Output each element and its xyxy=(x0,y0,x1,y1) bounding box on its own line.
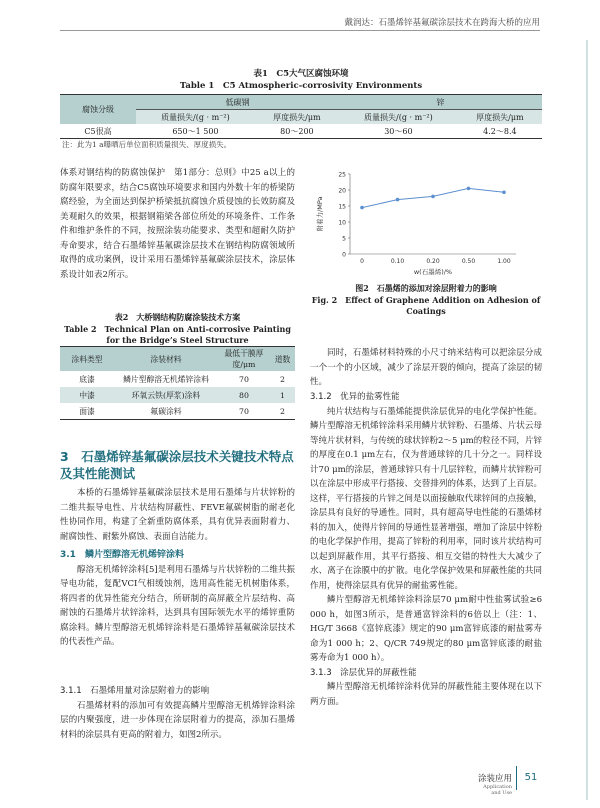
table1-caption-cn: 表1 C5大气区腐蚀环境 xyxy=(253,69,349,79)
y-axis-label: 附着力/MPa xyxy=(316,196,324,232)
table2-caption xyxy=(60,312,295,347)
table1-cell: 650～1 500 xyxy=(136,124,255,139)
left-paragraph-2 xyxy=(60,486,295,544)
x-tick-label: 0.10 xyxy=(390,258,405,265)
paragraph-text: 醇溶无机烯锌涂料[5]是利用石墨烯与片状锌粉的二维共振导电功能，复配VCI气相缓蚀剂，选用高性能无机树脂体系，将四者的优异性能充分结合，所研制的高屏蔽全片层结构、高耐蚀的石墨烯片状锌涂料，达到具有国际领先水平的烯锌重防腐涂料。鳞片型醇溶无机烯锌涂料是石墨烯锌基氟碳涂层技术的代表性产品。 xyxy=(60,564,295,647)
section-3-1-1-heading: 3.1.1 石墨烯用量对涂层附着力的影响 xyxy=(60,686,210,696)
table2-header: 道数 xyxy=(270,347,295,372)
data-point xyxy=(431,195,435,199)
data-point xyxy=(467,187,471,191)
journal-name xyxy=(474,772,512,796)
table2-caption-cn: 表2 大桥钢结构防腐涂装技术方案 xyxy=(114,312,241,322)
paragraph-text: 鳞片型醇溶无机烯锌涂料涂层70 μm耐中性盐雾试验≥6 000 h，如图3所示，是普通富锌涂料的6倍以上（注：1、HG/T 3668《富锌底漆》规定的90 μm富锌底漆的耐盐雾寿命为1 000 h；2、Q/CR 749规定的80 μm富锌底漆的耐盐雾寿命为1 000 h）。 xyxy=(310,595,542,663)
figure2-caption-en: Fig. 2 Effect of Graphene Addition on Adhesion of Coatings xyxy=(311,294,541,316)
journal-name-cn: 涂装应用 xyxy=(477,774,512,784)
table2-cell: 80 xyxy=(218,387,270,403)
table2-cell: 1 xyxy=(270,387,295,403)
table1-cell: C5很高 xyxy=(60,124,136,139)
data-point xyxy=(396,198,400,202)
table2-cell: 70 xyxy=(239,374,249,384)
table2 xyxy=(60,346,295,420)
section-3-1-2 xyxy=(310,390,542,709)
table-row xyxy=(60,124,542,139)
paragraph-text: 体系对钢结构的防腐蚀保护 第1部分：总则》中25 a以上的防腐年限要求，结合C5腐蚀环境要求和国内外数十年的桥梁防腐经验，为全面达到保护桥梁抵抗腐蚀介质侵蚀的长效防腐及美观耐久的效果，根据钢箱梁各部位所处的环境条件、工作条件和维护条件的不同，按照涂装功能要求、类型和超耐久防护寿命要求，结合石墨烯锌基氟碳涂层技术在钢结构防腐领域所取得的成功案例，设计采用石墨烯锌基氟碳涂层技术，涂层体系设计如表2所示。 xyxy=(60,168,295,280)
paragraph-text: 同时，石墨烯材料特殊的小尺寸纳米结构可以把涂层分成一个一个的小区域，减少了涂层开裂的倾向，提高了涂层的韧性。 xyxy=(310,348,542,387)
running-head: 戴润达：石墨烯锌基氟碳涂层技术在跨海大桥的应用 xyxy=(344,18,540,28)
paragraph-text: 鳞片型醇溶无机烯锌涂料优异的屏蔽性能主要体现在以下两方面。 xyxy=(310,682,542,707)
figure2-caption xyxy=(310,283,542,318)
table2-header: 涂装材料 xyxy=(114,347,218,372)
table2-header: 涂料类型 xyxy=(60,347,114,372)
paragraph-text: 石墨烯材料的添加可有效提高鳞片型醇溶无机烯锌涂料涂层的内聚强度，进一步体现在涂层附着力的提高，添加石墨烯材料的涂层具有更高的附着力，如图2所示。 xyxy=(60,700,295,740)
x-tick-label: 0.20 xyxy=(426,258,440,265)
x-axis-label: w(石墨烯)/% xyxy=(413,268,453,276)
figure2-caption-cn: 图2 石墨烯的添加对涂层附着力的影响 xyxy=(355,283,497,293)
section-3-heading: 3 石墨烯锌基氟碳涂层技术关键技术特点及其性能测试 xyxy=(60,449,294,481)
header-rule xyxy=(60,30,540,31)
table2-cell: 鳞片型醇溶无机烯锌涂料 xyxy=(123,374,209,384)
table2-cell: 2 xyxy=(270,403,295,420)
x-tick-label: 1.00 xyxy=(497,258,511,265)
table1-cell: 4.2～8.4 xyxy=(458,124,542,139)
table2-cell: 氟碳涂料 xyxy=(114,403,218,420)
table2-cell: 中漆 xyxy=(60,387,114,403)
table1-cell: 30～60 xyxy=(339,124,458,139)
table1 xyxy=(60,94,542,139)
table-row xyxy=(60,403,295,420)
table1-col-grade: 腐蚀分级 xyxy=(60,95,136,125)
table-row xyxy=(60,371,295,387)
right-paragraph-1 xyxy=(310,346,542,390)
figure2-chart xyxy=(310,168,542,278)
table1-caption-en: Table 1 C5 Atmospheric-corrosivity Environments xyxy=(179,81,423,91)
data-point xyxy=(502,190,506,194)
table2-header: 最低干膜厚度/μm xyxy=(218,347,270,372)
x-tick-label: 0.50 xyxy=(461,258,476,265)
paragraph-text: 纯片状结构与石墨烯能提供涂层优异的电化学保护性能。鳞片型醇溶无机烯锌涂料采用鳞片状锌粉、石墨烯、片状云母等纯片状材料，与传统的球状锌粉2～5 μm的粒径不同，片锌的厚度在0.1 μm左右，仅为普通球锌的几十分之一。同样设计70 μm的涂层，普通球锌只有十几层锌粒，而鳞片状锌粉可以在涂层中形成平行搭接、交替排列的体系，达到了上百层。这样，平行搭接的片锌之间是以面接触取代球锌间的点接触，涂层具有良好的导通性。同时，具有超高导电性能的石墨烯材料的加入，使得片锌间的导通性显著增强，增加了涂层中锌粉的电化学保护作用，提高了锌粉的利用率，同时该片状结构可以起到屏蔽作用，其平行搭接、相互交错的特性大大减少了水、离子在涂膜中的扩散。电化学保护效果和屏蔽性能的共同作用，使得涂层具有优异的耐盐雾性能。 xyxy=(310,406,542,591)
table1-caption xyxy=(60,68,542,92)
section-3-1-1 xyxy=(60,684,295,742)
section-3-1 xyxy=(60,548,295,650)
y-tick-label: 0 xyxy=(342,251,346,259)
y-tick-label: 5 xyxy=(342,235,346,243)
y-tick-label: 10 xyxy=(338,219,346,227)
section-3-1-2-heading: 3.1.2 优异的盐雾性能 xyxy=(310,392,400,402)
table2-caption-en: Table 2 Technical Plan on Anti-corrosive Painting for the Bridge’s Steel Structure xyxy=(64,323,291,345)
table2-cell: 底漆 xyxy=(79,374,95,384)
table1-subheader: 质量损失/(g · m⁻²) xyxy=(339,110,458,125)
table2-cell: 2 xyxy=(280,374,285,384)
journal-name-en: Application and Use xyxy=(483,784,512,796)
table2-cell: 面漆 xyxy=(60,403,114,420)
table1-subheader: 厚度损失/μm xyxy=(255,110,339,125)
table1-group-steel: 低碳钢 xyxy=(136,95,339,110)
table-row xyxy=(60,95,542,110)
left-paragraph-1 xyxy=(60,166,295,282)
section-3-1-heading: 3.1 鳞片型醇溶无机烯锌涂料 xyxy=(60,550,184,560)
table1-subheader: 厚度损失/μm xyxy=(458,110,542,125)
table1-group-zinc: 锌 xyxy=(339,95,542,110)
table1-subheader: 质量损失/(g · m⁻²) xyxy=(136,110,255,125)
paragraph-text: 本桥的石墨烯锌基氟碳涂层技术是用石墨烯与片状锌粉的二维共振导电性、片状结构屏蔽性、FEVE氟碳树脂的耐老化性协同作用，构建了全新重防腐体系，具有优异表面附着力、耐腐蚀性、耐紫外腐蚀、表面自洁能力。 xyxy=(60,488,295,542)
table1-note: 注：此为1 a曝晒后单位面积质量损失、厚度损失。 xyxy=(62,140,232,149)
page-number: 51 xyxy=(516,766,545,790)
table-row xyxy=(60,387,295,403)
data-point xyxy=(360,206,364,210)
page-edge-bar xyxy=(586,40,588,800)
table1-cell: 80～200 xyxy=(255,124,339,139)
x-tick-label: 0 xyxy=(360,258,364,265)
table2-cell: 环氧云铁(厚浆)涂料 xyxy=(114,387,218,403)
y-tick-label: 20 xyxy=(338,187,346,195)
table-row xyxy=(60,347,295,372)
table2-cell: 70 xyxy=(218,403,270,420)
y-tick-label: 25 xyxy=(338,171,346,179)
section-3-1-3-heading: 3.1.3 涂层优异的屏蔽性能 xyxy=(310,667,417,678)
y-tick-label: 15 xyxy=(338,203,346,211)
